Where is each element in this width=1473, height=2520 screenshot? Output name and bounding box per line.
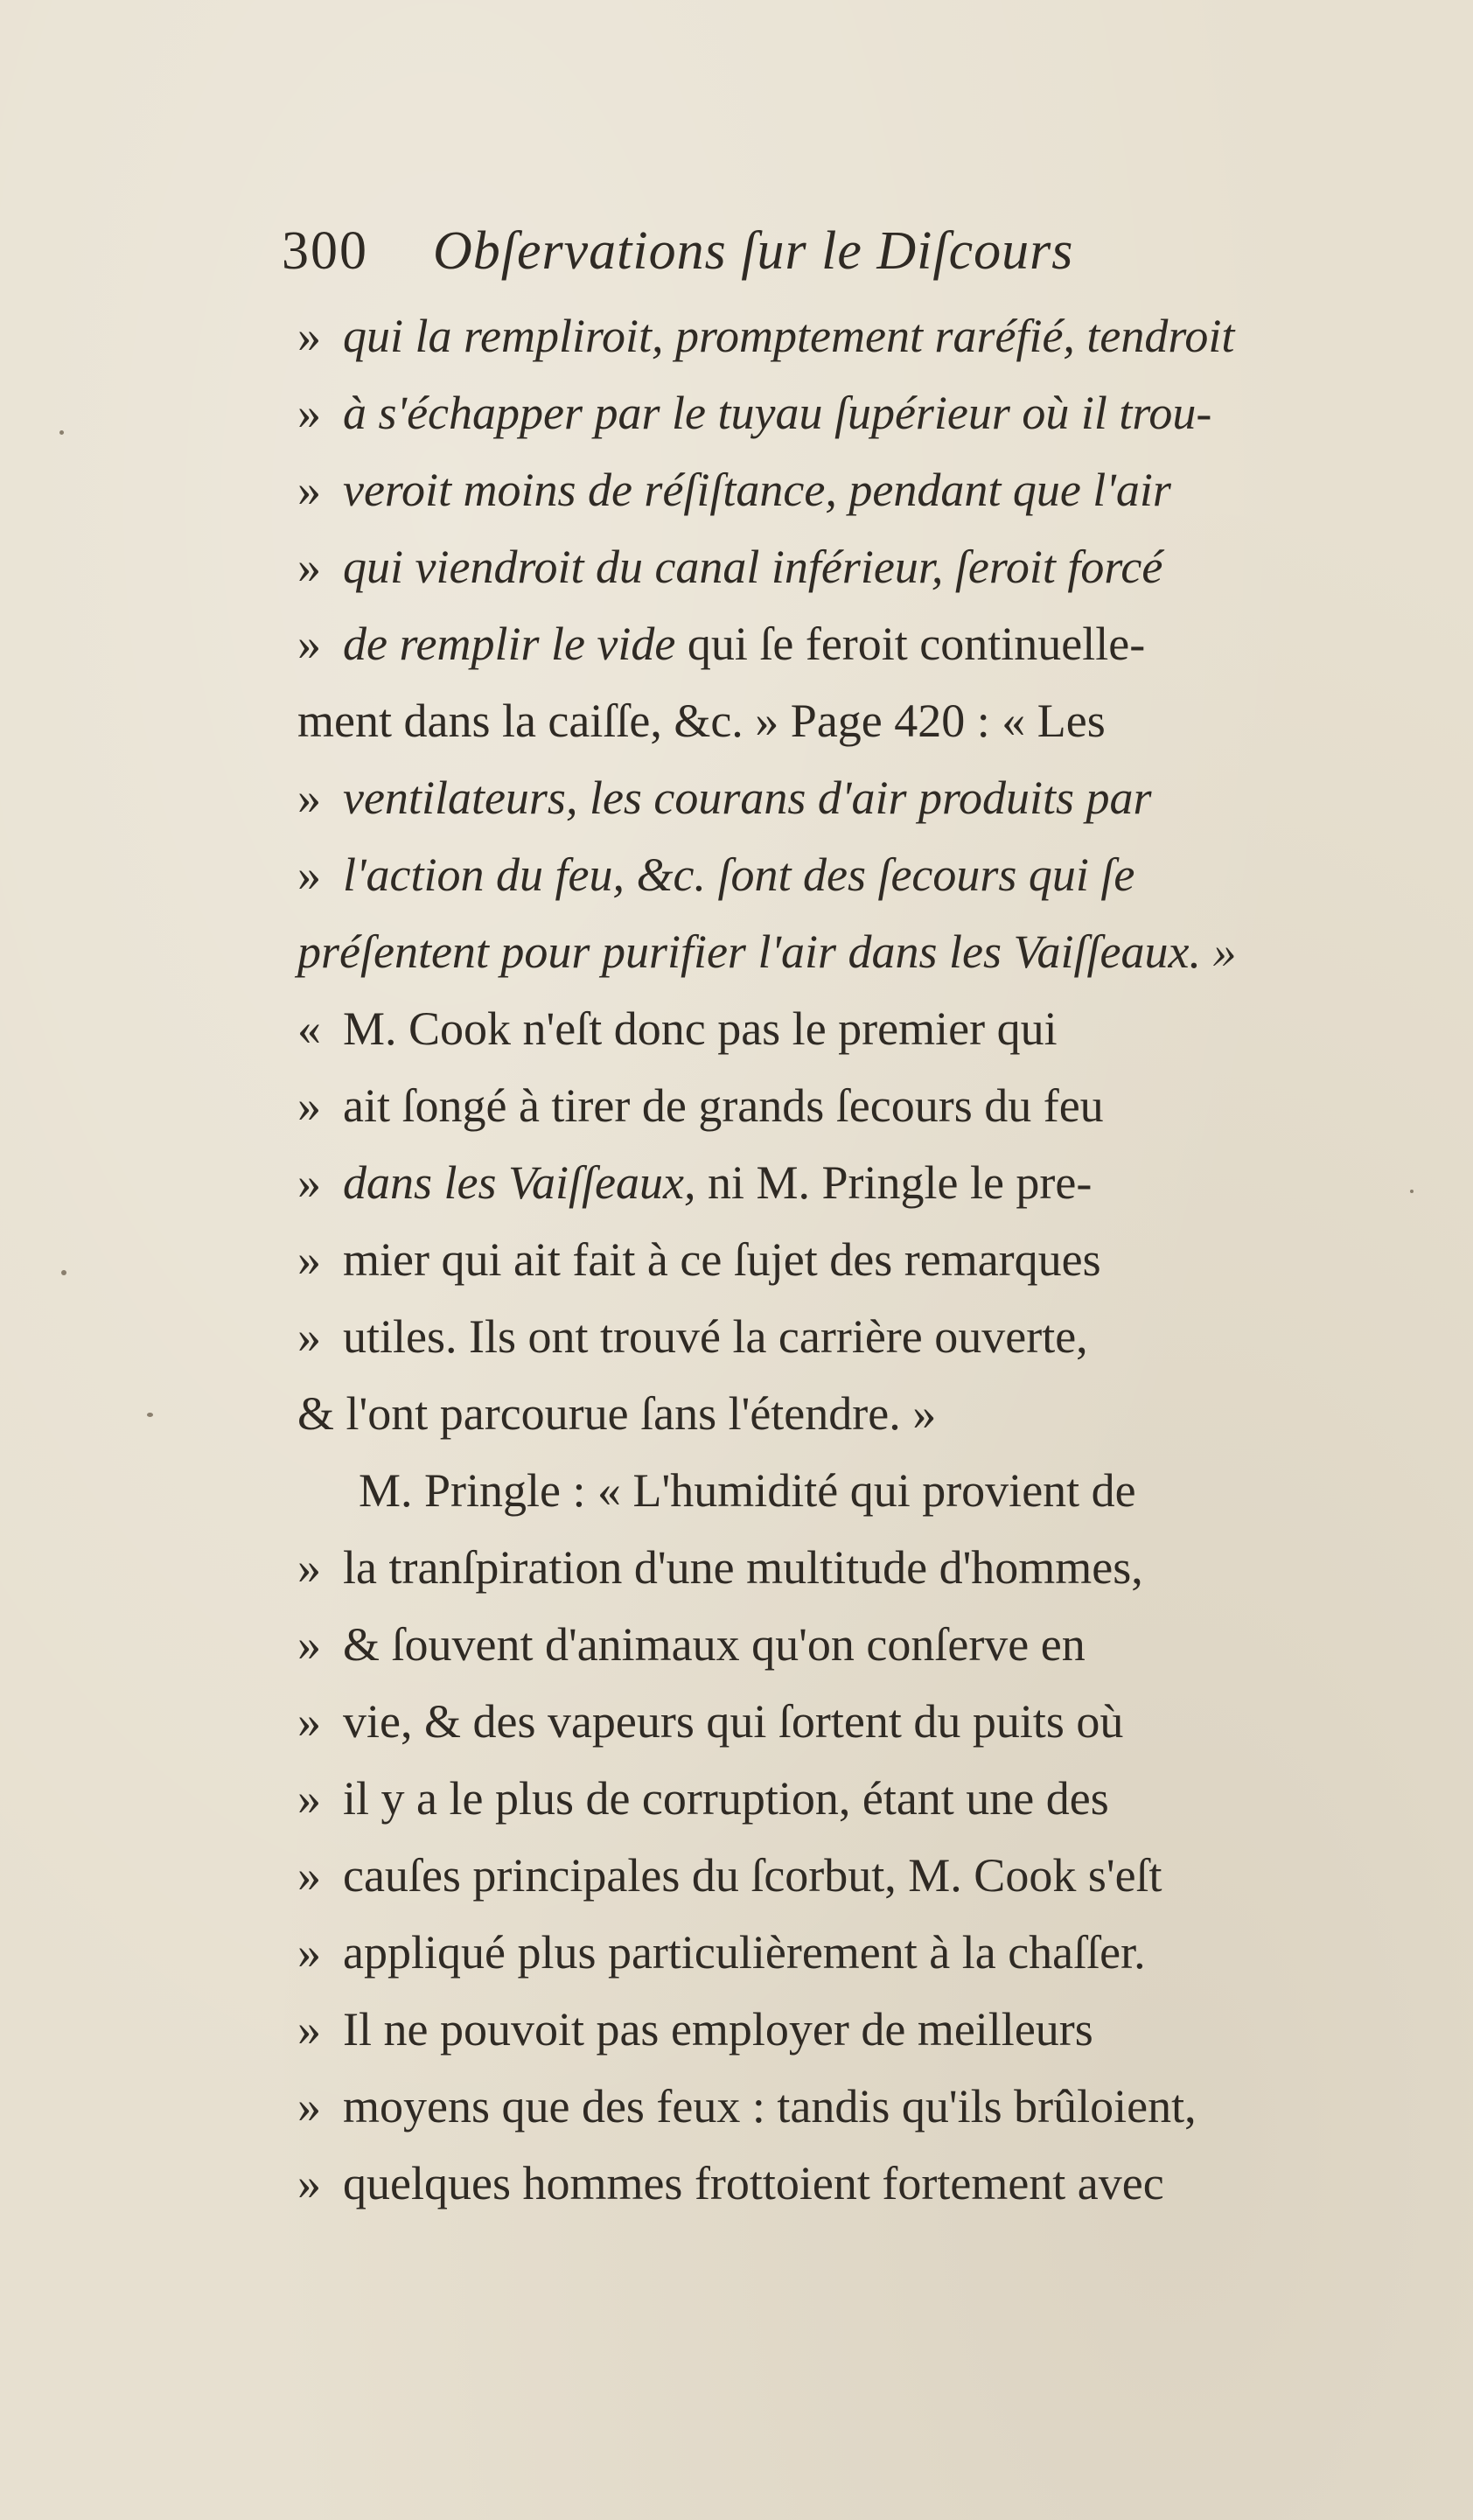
quote-mark: »	[297, 541, 321, 593]
text-line	[297, 2068, 1197, 2145]
roman-text: M. Cook n'eſt donc pas le premier qui	[343, 1002, 1058, 1055]
quote-mark: »	[297, 1695, 321, 1748]
roman-text: ait ſongé à tirer de grands ſecours du feu	[343, 1079, 1104, 1132]
quote-mark: »	[297, 464, 321, 516]
roman-text: utiles. Ils ont trouvé la carrière ouverte,	[343, 1310, 1088, 1363]
quote-mark: »	[297, 848, 321, 901]
roman-text: moyens que des feux : tandis qu'ils brûloient,	[343, 2080, 1197, 2133]
quote-mark: »	[297, 2157, 321, 2209]
text-line	[297, 759, 1152, 836]
roman-text: ni M. Pringle le pre-	[695, 1156, 1093, 1209]
paper-speck	[61, 1270, 66, 1275]
text-line	[297, 1375, 936, 1452]
running-title: Obſervations ſur le Diſcours	[433, 221, 1074, 281]
text-line	[297, 1991, 1093, 2068]
quote-mark: »	[297, 387, 321, 439]
roman-text: qui ſe feroit continuelle-	[675, 618, 1146, 670]
italic-text: ventilateurs, les courans d'air produits par	[343, 771, 1152, 824]
text-line	[297, 297, 1234, 374]
text-line	[297, 1683, 1123, 1760]
quote-mark: »	[297, 1772, 321, 1825]
page-number: 300	[282, 221, 368, 281]
text-line	[297, 1760, 1109, 1837]
roman-text: mier qui ait fait à ce ſujet des remarques	[343, 1233, 1101, 1286]
quote-mark: »	[297, 2080, 321, 2133]
roman-text: & ſouvent d'animaux qu'on conſerve en	[343, 1618, 1086, 1671]
text-line	[297, 374, 1211, 451]
text-line	[297, 605, 1145, 682]
text-line	[297, 1144, 1092, 1221]
roman-text: appliqué plus particulièrement à la chaſſer.	[343, 1926, 1146, 1979]
text-line	[297, 1067, 1104, 1144]
quote-mark: »	[297, 1849, 321, 1902]
roman-text: M. Pringle : « L'humidité qui provient de	[359, 1464, 1136, 1517]
text-line	[297, 2145, 1164, 2222]
text-line	[297, 451, 1171, 528]
italic-text: l'action du feu, &c. ſont des ſecours qui ſe	[343, 848, 1135, 901]
italic-text: dans les Vaiſſeaux,	[343, 1156, 696, 1209]
roman-text: quelques hommes frottoient fortement avec	[343, 2157, 1164, 2209]
text-line	[297, 913, 1236, 990]
text-line	[297, 1837, 1162, 1914]
italic-text: de remplir le vide	[343, 618, 676, 670]
paper-speck	[1410, 1190, 1414, 1193]
text-line	[297, 836, 1134, 913]
text-line	[297, 1298, 1088, 1375]
roman-text: cauſes principales du ſcorbut, M. Cook s'eſt	[343, 1849, 1162, 1902]
italic-text: à s'échapper par le tuyau ſupérieur où il trou-	[343, 387, 1212, 439]
text-line	[297, 682, 1106, 759]
quote-mark: »	[297, 771, 321, 824]
quote-mark: »	[297, 2003, 321, 2056]
quote-mark: «	[297, 1002, 321, 1055]
paragraph-start-line	[359, 1452, 1136, 1529]
italic-text: qui viendroit du canal inférieur, ſeroit forcé	[343, 541, 1163, 593]
roman-text: Il ne pouvoit pas employer de meilleurs	[343, 2003, 1093, 2056]
paper-speck	[59, 430, 64, 435]
roman-text: la tranſpiration d'une multitude d'hommes,	[343, 1541, 1143, 1594]
quote-mark: »	[297, 310, 321, 362]
text-line	[297, 1529, 1143, 1606]
quote-mark: »	[297, 1310, 321, 1363]
quote-mark: »	[297, 618, 321, 670]
italic-text: veroit moins de réſiſtance, pendant que l'air	[343, 464, 1171, 516]
text-line	[297, 1606, 1086, 1683]
text-line	[297, 1221, 1101, 1298]
roman-text: vie, & des vapeurs qui ſortent du puits où	[343, 1695, 1124, 1748]
page-header	[282, 220, 1244, 296]
text-line	[297, 990, 1058, 1067]
text-line	[297, 1914, 1146, 1991]
quote-mark: »	[297, 1926, 321, 1979]
roman-text: & l'ont parcourue ſans l'étendre. »	[297, 1387, 937, 1440]
roman-text: il y a le plus de corruption, étant une des	[343, 1772, 1109, 1825]
paper-speck	[147, 1413, 153, 1417]
quote-mark: »	[297, 1541, 321, 1594]
quote-mark: »	[297, 1156, 321, 1209]
italic-text: préſentent pour purifier l'air dans les Vaiſſeaux. »	[297, 925, 1237, 978]
quote-mark: »	[297, 1079, 321, 1132]
roman-text: ment dans la caiſſe, &c. » Page 420 : « Les	[297, 695, 1106, 747]
quote-mark: »	[297, 1618, 321, 1671]
italic-text: qui la rempliroit, promptement raréfié, tendroit	[343, 310, 1235, 362]
text-line	[297, 528, 1162, 605]
quote-mark: »	[297, 1233, 321, 1286]
